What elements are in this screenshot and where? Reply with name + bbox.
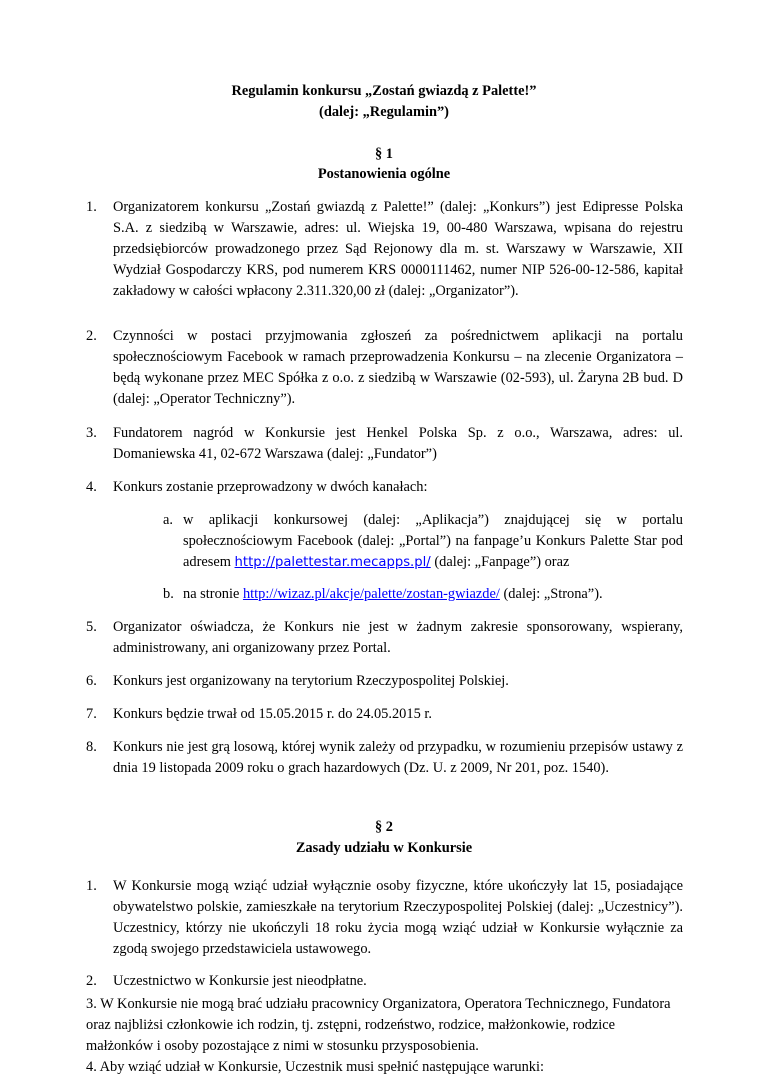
section-1-item-3 <box>86 423 683 465</box>
section-2-item-4 <box>86 1057 683 1078</box>
item-text: W Konkursie nie mogą brać udziału pracownicy Organizatora, Operatora Technicznego, Fundatora oraz najbliżsi członkowie ich rodzin, tj. zstępni, rodzeństwo, rodzice, małżonkowie, rodzice małżonków i osoby pozostające z nimi w stosunku przysposobienia. <box>86 996 671 1054</box>
item-number: 3. <box>86 996 97 1012</box>
item-text: Konkurs nie jest grą losową, której wynik zależy od przypadku, w rozumieniu przepisów ustawy z dnia 19 listopada 2009 roku o grach hazardowych (Dz. U. z 2009, Nr 201, poz. 1540). <box>113 739 683 776</box>
item-number: 5. <box>86 619 97 635</box>
section-1-heading: Postanowienia ogólne <box>317 166 451 182</box>
sub-item-letter: a. <box>163 512 173 528</box>
item-number: 6. <box>86 673 97 689</box>
section-2-number: § 2 <box>375 819 393 835</box>
sub-item-text-after: (dalej: „Fanpage”) oraz <box>430 554 570 570</box>
item-text: Fundatorem nagród w Konkursie jest Henkel Polska Sp. z o.o., Warszawa, adres: ul. Domaniewska 41, 02-672 Warszawa (dalej: „Fundator”) <box>113 425 683 462</box>
sub-item-text-before: w aplikacji konkursowej (dalej: „Aplikacja”) znajdującej się w portalu społecznościowym Facebook (dalej: „Portal”) na fanpage’u Konkurs Palette Star pod adresem <box>183 512 683 570</box>
section-2-heading: Zasady udziału w Konkursie <box>295 840 473 856</box>
item-text: Konkurs zostanie przeprowadzony w dwóch kanałach: <box>113 479 428 495</box>
sub-item-text-before: na stronie <box>183 586 243 602</box>
item-number: 3. <box>86 425 97 441</box>
section-1-item-2 <box>86 326 683 410</box>
item-text: Konkurs jest organizowany na terytorium Rzeczypospolitej Polskiej. <box>113 673 509 689</box>
document-title: Regulamin konkursu „Zostań gwiazdą z Palette!” <box>231 83 537 99</box>
item-number: 4. <box>86 1059 97 1075</box>
section-1-item-4a <box>163 510 683 573</box>
section-2-item-2 <box>86 971 683 992</box>
item-number: 2. <box>86 973 97 989</box>
item-text: Aby wziąć udział w Konkursie, Uczestnik musi spełnić następujące warunki: <box>99 1059 544 1075</box>
document-subtitle: (dalej: „Regulamin”) <box>319 104 449 120</box>
item-text: Organizator oświadcza, że Konkurs nie jest w żadnym zakresie sponsorowany, wspierany, administrowany, ani organizowany przez Portal. <box>113 619 683 656</box>
item-text: Czynności w postaci przyjmowania zgłoszeń za pośrednictwem aplikacji na portalu społecznościowym Facebook w ramach przeprowadzenia Konkursu – na zlecenie Organizatora – będą wykonane przez MEC Spółka z o.o. z siedzibą w Warszawie (02-593), ul. Żaryna 2B bud. D (dalej: „Operator Techniczny”). <box>113 328 683 407</box>
item-text: Organizatorem konkursu „Zostań gwiazdą z Palette!” (dalej: „Konkurs”) jest Edipresse Polska S.A. z siedzibą w Warszawie, adres: ul. Wiejska 19, 00-480 Warszawa, wpisana do rejestru przedsiębiorców prowadzonego przez Sąd Rejonowy dla m. st. Warszawy w Warszawie, XII Wydział Gospodarczy KRS, pod numerem KRS 0000111462, numer NIP 526-00-12-586, kapitał zakładowy w całości wpłacony 2.311.320,00 zł (dalej: „Organizator”). <box>113 199 683 299</box>
item-number: 4. <box>86 479 97 495</box>
section-1-item-7 <box>86 704 683 725</box>
item-number: 1. <box>86 878 97 894</box>
item-number: 2. <box>86 328 97 344</box>
sub-item-text <box>183 510 683 573</box>
item-number: 1. <box>86 199 97 215</box>
sub-item-letter: b. <box>163 586 174 602</box>
item-number: 7. <box>86 706 97 722</box>
section-1-item-6 <box>86 671 683 692</box>
section-1-item-1 <box>86 197 683 302</box>
item-text: W Konkursie mogą wziąć udział wyłącznie osoby fizyczne, które ukończyły lat 15, posiadające obywatelstwo polskie, zamieszkałe na terytorium Rzeczypospolitej Polskiej (dalej: „Uczestnicy”). Uczestnicy, którzy nie ukończyli 18 roku życia mogą wziąć udział w Konkursie wyłącznie za zgodą swojego przedstawiciela ustawowego. <box>113 878 683 957</box>
sub-item-text <box>183 584 683 605</box>
overflow-items <box>86 994 683 1078</box>
sub-item-text-after: (dalej: „Strona”). <box>499 586 603 602</box>
section-1-item-5 <box>86 617 683 659</box>
strona-link[interactable]: http://wizaz.pl/akcje/palette/zostan-gwiazde/ <box>242 586 500 602</box>
section-1-number: § 1 <box>375 146 393 162</box>
section-2-item-1 <box>86 876 683 960</box>
fanpage-link[interactable]: http://palettestar.mecapps.pl/ <box>234 555 431 570</box>
item-text: Uczestnictwo w Konkursie jest nieodpłatne. <box>113 973 367 989</box>
section-2-item-3 <box>86 994 683 1057</box>
section-1-item-4b <box>163 584 683 605</box>
section-1-item-4 <box>86 477 683 498</box>
section-1-item-8 <box>86 737 683 779</box>
item-text: Konkurs będzie trwał od 15.05.2015 r. do 24.05.2015 r. <box>113 706 432 722</box>
item-number: 8. <box>86 739 97 755</box>
